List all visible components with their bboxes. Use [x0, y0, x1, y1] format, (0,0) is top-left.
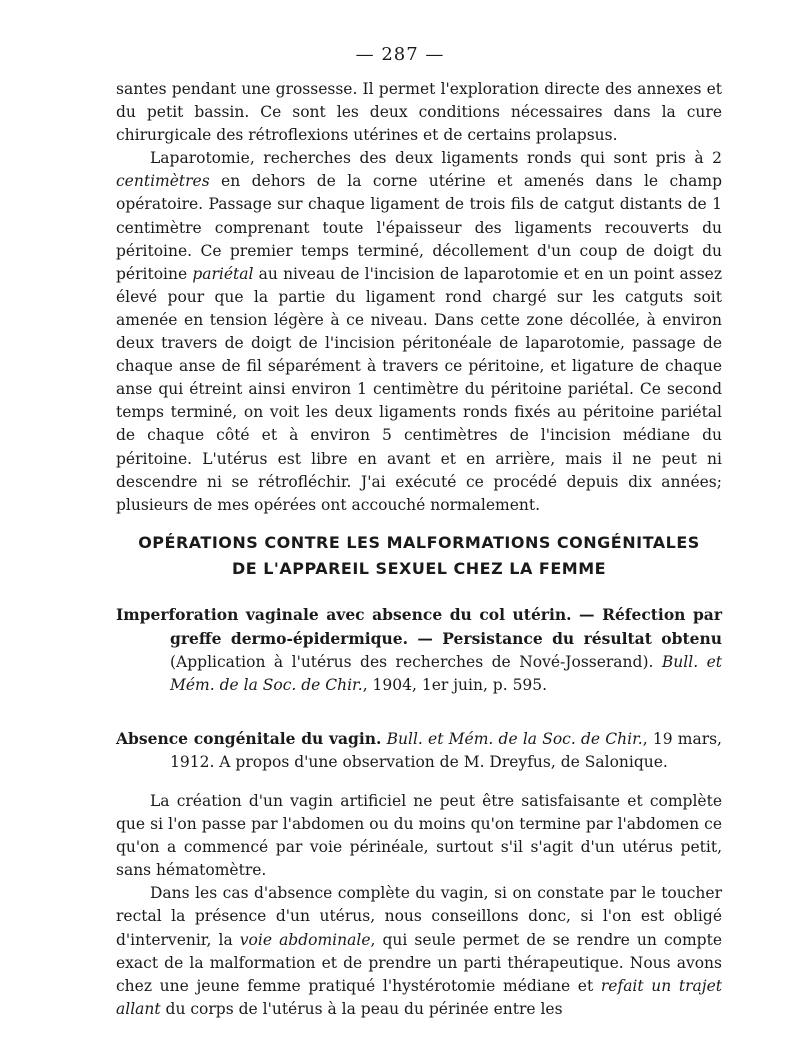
text-run: , 19 mars, 1912. A propos d'une observation de M. Dreyfus, de Salonique. [170, 730, 722, 771]
paragraph-3: La création d'un vagin artificiel ne peut être satisfaisante et complète que si l'on passe par l'abdomen ou du moins qu'on termine par l'abdomen ce qu'on a commencé par voie périnéale, surtout s'il s'agit d'un utérus petit, sans hématomètre. [116, 792, 722, 880]
section-heading [116, 530, 722, 582]
text-run: en dehors de la corne utérine et amenés dans le champ opératoire. Passage sur chaque ligament de trois fils de catgut distants de 1 centimètre comprenant toute l'épaisseur des ligaments recouverts du péritoine. Ce premier temps terminé, décollement d'un coup de doigt du péritoine [116, 172, 722, 283]
text-run: au niveau de l'incision de laparotomie et en un point assez élevé pour que la partie du ligament rond chargé sur les catguts soit amenée en tension légère à ce niveau. Dans cette zone décollée, à environ deux travers de doigt de l'incision péritonéale de laparotomie, passage de chaque anse de fil séparément à travers ce péritoine, et ligature de chaque anse qui étreint ainsi environ 1 centimètre du péritoine pariétal. Ce second temps terminé, on voit les deux ligaments ronds fixés au péritoine pariétal de chaque côté et à environ 5 centimètres de l'incision médiane du péritoine. L'utérus est libre en avant et en arrière, mais il ne peut ni descendre ni se rétrofléchir. J'ai exécuté ce procédé depuis dix années; plusieurs de mes opérées ont accouché normalement. [116, 264, 722, 514]
text-block-top [116, 78, 722, 517]
italic-run: voie abdominale [239, 930, 371, 949]
entry-1-text [116, 603, 722, 697]
journal-name: Bull. et Mém. de la Soc. de Chir. [381, 730, 643, 748]
text-run: (Application à l'utérus des recherches de Nové-Josserand). [170, 653, 662, 671]
italic-run: refait un trajet allant [116, 976, 722, 1018]
heading-line-2: DE L'APPAREIL SEXUEL CHEZ LA FEMME [231, 559, 607, 578]
entry-title: Imperforation vaginale avec absence du col utérin. — Réfection par greffe dermo-épidermique. — Persistance du résultat obtenu [116, 605, 722, 648]
bibliography-entry-1 [116, 603, 722, 697]
entry-2-text [116, 727, 722, 774]
paragraph-1: santes pendant une grossesse. Il permet l'exploration directe des annexes et du petit bassin. Ce sont les deux conditions nécessaires dans la cure chirurgicale des rétroflexions utérines et de certains prolapsus. [116, 80, 722, 145]
text-run: , 1904, 1er juin, p. 595. [362, 676, 548, 694]
text-run: Dans les cas d'absence complète du vagin, si on constate par le toucher rectal la présence d'un utérus, nous conseillons donc, si l'on est obligé d'intervenir, la [116, 884, 722, 949]
entry-title: Absence congénitale du vagin. [116, 729, 382, 748]
paragraph-4 [116, 882, 722, 1021]
page-number: — 287 — [355, 44, 445, 65]
text-run: du corps de l'utérus à la peau du périnée entre les [160, 999, 563, 1018]
bibliography-entry-2 [116, 727, 722, 774]
italic-run: centimètres [116, 172, 210, 191]
italic-run: pariétal [192, 264, 254, 283]
text-run: , qui seule permet de se rendre un compte exact de la malformation et de prendre un parti thérapeutique. Nous avons chez une jeune femme pratiqué l'hystérotomie médiane et [116, 930, 722, 995]
journal-name: Bull. et Mém. de la Soc. de Chir. [170, 653, 722, 694]
text-block-bottom [116, 790, 722, 1021]
paragraph-2 [116, 147, 722, 517]
heading-line-1: OPÉRATIONS CONTRE LES MALFORMATIONS CONGÉNITALES [138, 533, 700, 552]
text-run: Laparotomie, recherches des deux ligaments ronds qui sont pris à 2 [150, 149, 722, 168]
